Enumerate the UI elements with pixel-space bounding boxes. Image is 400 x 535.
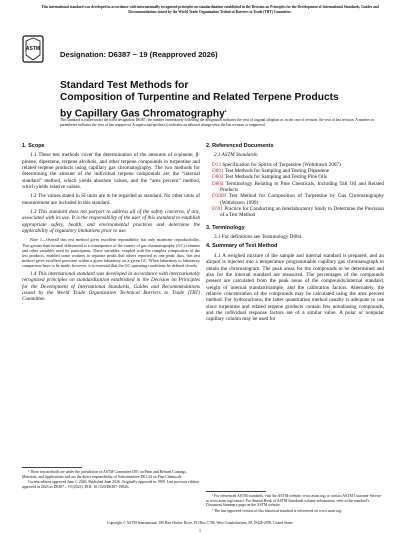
footnote-3: ³ The last approved version of this historical standard is referenced on www.astm.org.: [212, 509, 342, 514]
reference-list: [206, 162, 384, 219]
reference-link[interactable]: D3009: [212, 193, 227, 200]
reference-item: [206, 206, 384, 219]
reference-link[interactable]: D13: [212, 161, 221, 168]
reference-link[interactable]: D804: [212, 180, 224, 187]
reference-title: Terminology Relating to Pine Chemicals, Including Tall Oil and Related Products: [220, 180, 385, 194]
note-1: Note 1—Overall this test method gives excellent repeatability but only moderate reproducibility. This greater than normal differential is a consequence of the variety of gas chromatography (GC) columns and other variables used by participants. These variables, coupled with the complex composition of the test products, enabled some workers to separate peaks that others reported as one peak; thus, this test method gives excellent precision within a given laboratory on a given GC. When laboratory to laboratory comparison have to be made, however, it is essential that the GC operating conditions be defined closely.: [22, 237, 200, 268]
standard-title: [60, 80, 370, 121]
reference-link[interactable]: E691: [212, 206, 223, 213]
para-3-1: 3.1 For definitions see Terminology D804.: [214, 234, 303, 241]
para-1-3: 1.3 This standard does not purport to address all of the safety concerns, if any, associated with its use. It is the responsibility of the user of this standard to establish appropriate safety, health, and environmental practices and determine the applicability of regulatory limitations prior to use.: [22, 209, 200, 235]
footnote-1-edition: Current edition approved June 1, 2026. Published June 2026. Originally approved in 1999. Last previous edition approved in 2023 as D6387 – 19 (2023). DOI: 10.1520/D6387-19R26.: [22, 480, 199, 490]
reference-title: Test Methods for Sampling and Testing Pine Oils: [224, 174, 327, 181]
right-column: [206, 143, 384, 326]
tbt-notice: This international standard was developed in accordance with internationally recognized principles on standardization established in the Decision on Principles for the Development of International Standards, Guides and Recommendations issued by the World Trade Organization Technical Barriers to Trade (TBT) Committee.: [41, 5, 379, 14]
title-line-3: by Capillary Gas Chromatography: [60, 108, 225, 120]
reference-item: [206, 193, 384, 206]
title-footnote-mark: 1: [224, 108, 227, 113]
footnote-2: ² For referenced ASTM standards, visit the ASTM website, www.astm.org, or contact ASTM Customer Service at www.astm.org/contact. For Annual Book of ASTM Standards volume information, refer to the standard’s Document Summary page on the ASTM website.: [206, 494, 382, 508]
standard-issuance-note: This standard is issued under the fixed designation D6387; the number immediately following the designation indicates the year of original adoption or, in the case of revision, the year of last revision. A number in parentheses indicates the year of last reapproval. A superscript epsilon (ε) indicates an editorial change since the last revision or reapproval.: [60, 118, 374, 127]
title-line-1: Standard Test Methods for: [60, 80, 189, 91]
reference-title: Specification for Spirits of Turpentine (Withdrawn 2007): [222, 161, 341, 168]
astm-logo: [22, 35, 44, 63]
para-1-1: 1.1 These test methods cover the determination of the amounts of α-pinene, β-pinene, dipentene, terpene alcohols, and other terpene compounds in turpentine and related terpene products using capillary gas chromatography. The two methods for determining the amount of the individual terpene compounds are the “internal standard” method, which yields absolute values, and the “area percent” method, which yields relative values.: [22, 152, 200, 191]
reference-title: Test Methods for Sampling and Testing Dipentene: [224, 168, 330, 175]
para-1-2: 1.2 The values stated in SI units are to be regarded as standard. No other units of measurement are included in this standard.: [22, 193, 200, 206]
para-2-1: 2.1 ASTM Standards:: [214, 152, 259, 159]
section-referenced-documents-heading: 2. Referenced Documents: [206, 143, 274, 149]
reference-title: Test Method for Composition of Turpentine by Gas Chromatography (Withdrawn 1999): [220, 193, 385, 206]
svg-text:ASTM: ASTM: [25, 46, 41, 52]
section-summary-heading: 4. Summary of Test Method: [206, 243, 278, 250]
designation: Designation: D6387 − 19 (Reapproved 2026): [60, 50, 218, 59]
footnote-rule: [206, 491, 266, 492]
copyright-footer: Copyright © ASTM International, 100 Barr Harbor Drive, PO Box C700, West Conshohocken, PA 19428-2959. United States: [107, 521, 293, 525]
left-footnotes: [22, 463, 200, 491]
left-column: [22, 143, 200, 306]
footnote-1: ¹ These test methods are under the jurisdiction of ASTM Committee D01 on Paint and Related Coatings, Materials, and Applications and are the direct responsibility of Subcommittee D01.34 on Pine Chemicals.: [22, 470, 187, 479]
reference-link[interactable]: D802: [212, 174, 224, 181]
page-number: 1: [198, 528, 202, 533]
reference-item: [206, 181, 384, 194]
title-line-2: Composition of Turpentine and Related Terpene Products: [60, 92, 339, 104]
reference-link[interactable]: D801: [212, 168, 224, 175]
footnote-rule: [22, 467, 82, 468]
reference-title: Practice for Conducting an Interlaboratory Study to Determine the Precision of a Test Method: [220, 206, 385, 219]
para-1-4: 1.4 This international standard was developed in accordance with internationally recognized principles on standardization established in the Decision on Principles for the Development of International Standards, Guides and Recommendations issued by the World Trade Organization Technical Barriers to Trade (TBT) Committee.: [22, 271, 200, 303]
para-4-1: 4.1 A weighed mixture of the sample and internal standard is prepared, and an aliquot is injected into a temperature programmable capillary gas chromatograph to obtain the chromatogram. The peak areas for the compounds to be determined and also for the internal standard are measured. The percentages of the compounds present are calculated from the peak areas of the compounds/internal standard, weight of internal standard/sample, and the calibration factors. Alternately, the relative concentration of the compounds may be calculated using the area percent method. For hydrocarbons, the latter quantitation method usually is adequate to use since turpentine and related terpene products contain few nonaliasing compounds, and the individual response factors are of a similar value. A polar or nonpolar capillary column may be used for: [206, 252, 384, 323]
right-footnotes: [206, 487, 384, 515]
section-terminology-heading: 3. Terminology: [206, 224, 245, 231]
section-scope-heading: 1. Scope: [22, 143, 45, 149]
